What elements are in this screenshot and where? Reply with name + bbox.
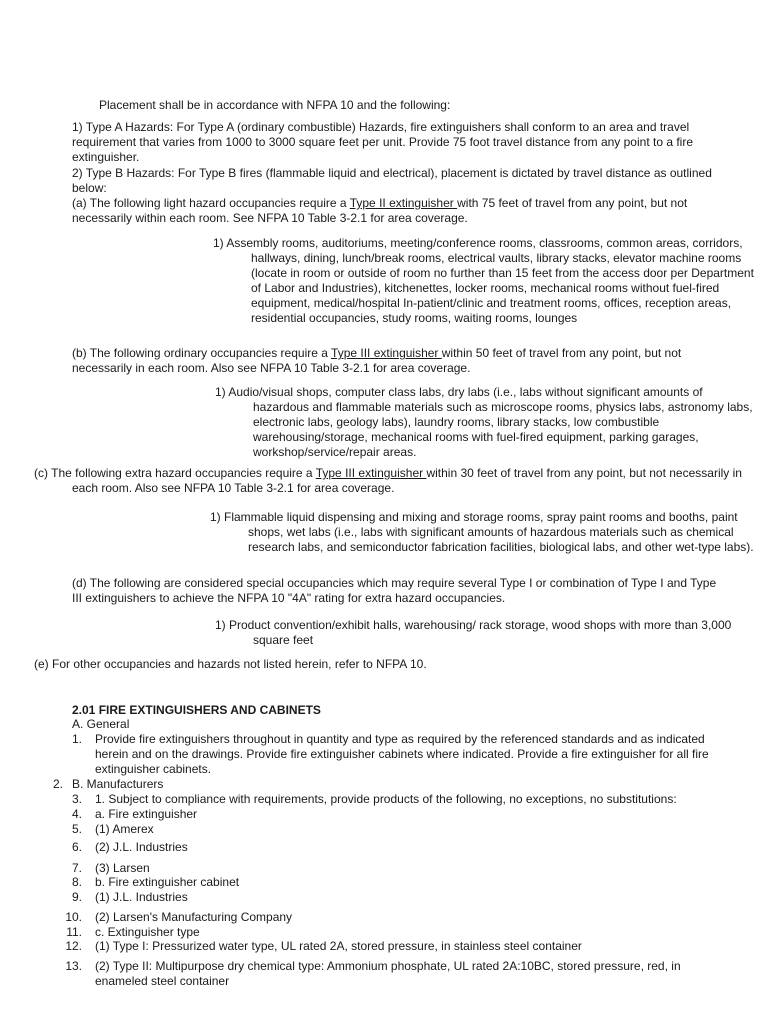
list-item: (1) J.L. Industries — [95, 890, 188, 904]
list-item-number: 5. — [71, 822, 82, 836]
list-item: c. Extinguisher type — [95, 925, 200, 939]
item-c-link: Type III extinguisher — [315, 466, 427, 480]
type-b-hazards: 2) Type B Hazards: For Type B fires (flammable liquid and electrical), placement is dictated by travel distance as outlined below: — [72, 166, 712, 195]
item-c — [34, 466, 762, 496]
list-item-number: 7. — [71, 861, 82, 875]
list-item: (2) Type II: Multipurpose dry chemical type: Ammonium phosphate, UL rated 2A:10BC, stored pressure, red, in enameled steel container — [95, 959, 681, 988]
section-general: A. General — [72, 717, 130, 731]
type-a-hazards: 1) Type A Hazards: For Type A (ordinary combustible) Hazards, fire extinguishers shall conform to an area and travel requirement that varies from 1000 to 3000 square feet per unit. Provide 75 foot travel distance from any point to a fire extinguisher. — [72, 120, 694, 164]
item-b-pre: (b) The following ordinary occupancies require a — [72, 346, 332, 360]
list-item-number: 11. — [66, 925, 82, 939]
list-item-number: 1. — [71, 732, 82, 746]
item-a — [72, 196, 734, 226]
item-b-link: Type III extinguisher — [331, 346, 442, 360]
list-item-number: 8. — [71, 875, 82, 889]
item-c-pre: (c) The following extra hazard occupancies require a — [34, 466, 316, 480]
list-item: a. Fire extinguisher — [95, 807, 198, 821]
item-d: (d) The following are considered special occupancies which may require several Type I or combination of Type I and Type III extinguishers to achieve the NFPA 10 "4A" rating for extra hazard occupancies. — [72, 576, 717, 605]
item-a-post: with 75 feet of travel from any point, but not necessarily within each room. See NFPA 10 Table 3-2.1 for area coverage. — [72, 196, 688, 225]
list-item: Provide fire extinguishers throughout in quantity and type as required by the referenced standards and as indicated herein and on the drawings. Provide fire extinguisher cabinets where indicated. Provide a fire extinguisher for all fire extinguisher cabinets. — [95, 732, 709, 776]
list-item: b. Fire extinguisher cabinet — [95, 875, 240, 889]
item-c-sub: 1) Flammable liquid dispensing and mixing and storage rooms, spray paint rooms and booths, paint shops, wet labs (i.e., labs with significant amounts of hazardous materials such as chemical research labs, and semiconductor fabrication facilities, biological labs, and other wet-type labs). — [210, 510, 754, 554]
section-heading: 2.01 FIRE EXTINGUISHERS AND CABINETS — [72, 703, 321, 717]
item-b-sub: 1) Audio/visual shops, computer class labs, dry labs (i.e., labs without significant amounts of hazardous and flammable materials such as microscope rooms, physics labs, astronomy labs, electronic labs, geology labs), laundry rooms, library stacks, low combustible warehousing/storage, mechanical rooms with fuel-fired equipment, parking garages, workshop/service/repair areas. — [215, 385, 753, 459]
item-b — [72, 346, 734, 376]
list-item: (1) Type I: Pressurized water type, UL rated 2A, stored pressure, in stainless steel container — [95, 939, 582, 953]
intro-paragraph: Placement shall be in accordance with NFPA 10 and the following: — [99, 98, 451, 112]
list-item-number: 10. — [65, 910, 82, 924]
list-item: (2) J.L. Industries — [95, 840, 188, 854]
list-item: (2) Larsen's Manufacturing Company — [95, 910, 293, 924]
item-a-pre: (a) The following light hazard occupancies require a — [72, 196, 350, 210]
list-item: (1) Amerex — [95, 822, 154, 836]
list-item: 1. Subject to compliance with requirements, provide products of the following, no exceptions, no substitutions: — [95, 792, 677, 806]
list-item-number: 3. — [71, 792, 82, 806]
list-item-number: 12. — [65, 939, 82, 953]
list-item-number: 13. — [65, 959, 82, 973]
list-item: B. Manufacturers — [72, 777, 164, 791]
list-item-number: 9. — [71, 890, 82, 904]
list-item-number: 2. — [52, 777, 63, 791]
list-item-number: 4. — [71, 807, 82, 821]
item-e: (e) For other occupancies and hazards not listed herein, refer to NFPA 10. — [34, 657, 427, 671]
list-item-number: 6. — [71, 840, 82, 854]
item-c-post: within 30 feet of travel from any point, but not necessarily in each room. Also see NFPA 10 Table 3-2.1 for area coverage. — [72, 466, 742, 495]
item-a-sub: 1) Assembly rooms, auditoriums, meeting/conference rooms, classrooms, common areas, corridors, hallways, dining, lunch/break rooms, electrical vaults, library stacks, elevator machine rooms (locate in room or outside of room no further than 15 feet from the access door per Department of Labor and Industries), kitchenettes, locker rooms, mechanical rooms without fuel-fired equipment, medical/hospital In-patient/clinic and treatment rooms, offices, reception areas, residential occupancies, study rooms, waiting rooms, lounges — [213, 236, 754, 325]
item-d-sub: 1) Product convention/exhibit halls, warehousing/ rack storage, wood shops with more than 3,000 square feet — [215, 618, 732, 647]
item-b-post: within 50 feet of travel from any point, but not necessarily in each room. Also see NFPA 10 Table 3-2.1 for area coverage. — [72, 346, 682, 375]
list-item: (3) Larsen — [95, 861, 150, 875]
item-a-link: Type II extinguisher — [349, 196, 458, 210]
